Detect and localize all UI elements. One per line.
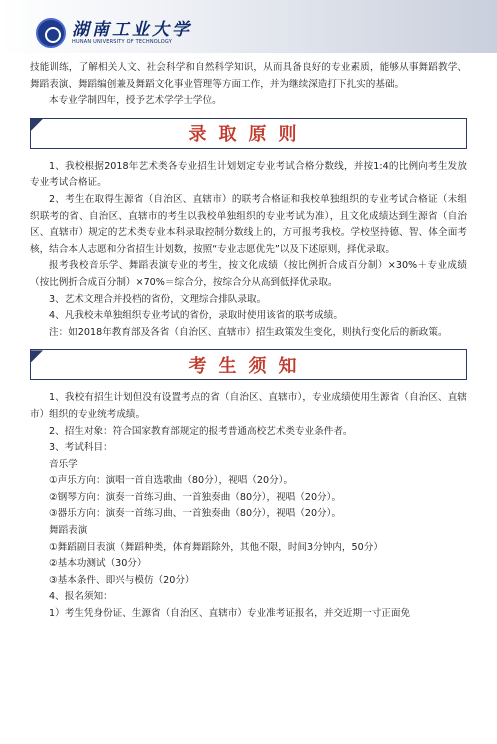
section-paragraph: 1、我校根据2018年艺术类各专业招生计划划定专业考试合格分数线，并按1:4的比例向考生发放专业考试合格证。: [30, 160, 467, 189]
subheading: 舞蹈表演: [49, 525, 88, 537]
section-paragraph: 4、凡我校未单独组织专业考试的省份，录取时使用该省的联考成绩。: [49, 310, 343, 322]
section-paragraph: 3、考试科目：: [49, 442, 113, 454]
logo-chinese-name: 湖南工业大学: [72, 19, 192, 40]
list-item: ③器乐方向：演奏一首练习曲、一首独奏曲（80分），视唱（20分）。: [49, 508, 342, 520]
logo-text: [72, 21, 192, 46]
section-title: 考生须知: [188, 355, 309, 377]
header-band: [0, 0, 497, 53]
section-paragraph: 1、我校有招生计划但没有设置考点的省（自治区、直辖市），专业成绩使用生源省（自治区、直辖市）组织的专业统考成绩。: [30, 392, 467, 420]
section-paragraph: 注：如2018年教育部及各省（自治区、直辖市）招生政策发生变化，则执行变化后的新政策。: [49, 326, 448, 338]
section-paragraph: 3、艺术文理合并投档的省份，文理综合排队录取。: [49, 293, 267, 305]
section-paragraph: 4、报名须知：: [49, 591, 113, 603]
intro-paragraph: 本专业学制四年，授予艺术学学士学位。: [49, 95, 222, 107]
section-paragraph: 2、考生在取得生源省（自治区、直辖市）的联考合格证和我校单独组织的专业考试合格证（未组织联考的省、自治区、直辖市的考生以我校单独组织的专业考试为准），且文化成绩达到生源省（自治区、直辖市）规定的艺术类专业本科录取控制分数线上的，方可报考我校。学校坚持德、智、体全面考核，结合本人志愿和分省招生计划数，按照“专业志愿优先”以及下述原则，择优录取。: [30, 193, 467, 255]
section-paragraph: 报考我校音乐学、舞蹈表演专业的考生，按文化成绩（按比例折合成百分制）×30%＋专业成绩（按比例折合成百分制）×70%＝综合分，按综合分从高到低择优录取。: [30, 260, 467, 288]
list-item: ①舞蹈剧目表演（舞蹈种类，体育舞蹈除外，其他不限，时间3分钟内，50分）: [49, 541, 383, 553]
subheading: 音乐学: [49, 458, 78, 470]
university-emblem-icon: [36, 18, 66, 48]
document-body: [30, 60, 467, 623]
list-item: ①声乐方向：演唱一首自选歌曲（80分），视唱（20分）。: [49, 475, 294, 487]
list-item: ②基本功测试（30分）: [49, 558, 147, 570]
list-item: ③基本条件、即兴与模仿（20分）: [49, 574, 195, 586]
university-logo: [36, 18, 192, 48]
section-title: 录取原则: [188, 124, 309, 146]
section-paragraph: 1）考生凭身份证、生源省（自治区、直辖市）专业准考证报名，并交近期一寸正面免: [49, 608, 411, 620]
section-paragraph: 2、招生对象：符合国家教育部规定的报考普通高校艺术类专业条件者。: [49, 425, 353, 437]
section-banner-admission-principles: [30, 118, 467, 149]
section-banner-applicant-notes: [30, 349, 467, 380]
list-item: ②钢琴方向：演奏一首练习曲、一首独奏曲（80分），视唱（20分）。: [49, 491, 342, 503]
intro-paragraph: 技能训练，了解相关人文、社会科学和自然科学知识，从而具备良好的专业素质，能够从事舞蹈教学、舞蹈表演、舞蹈编创兼及舞蹈文化事业管理等方面工作，并为继续深造打下扎实的基础。: [30, 62, 467, 90]
logo-english-name: HUNAN UNIVERSITY OF TECHNOLOGY: [72, 38, 172, 45]
